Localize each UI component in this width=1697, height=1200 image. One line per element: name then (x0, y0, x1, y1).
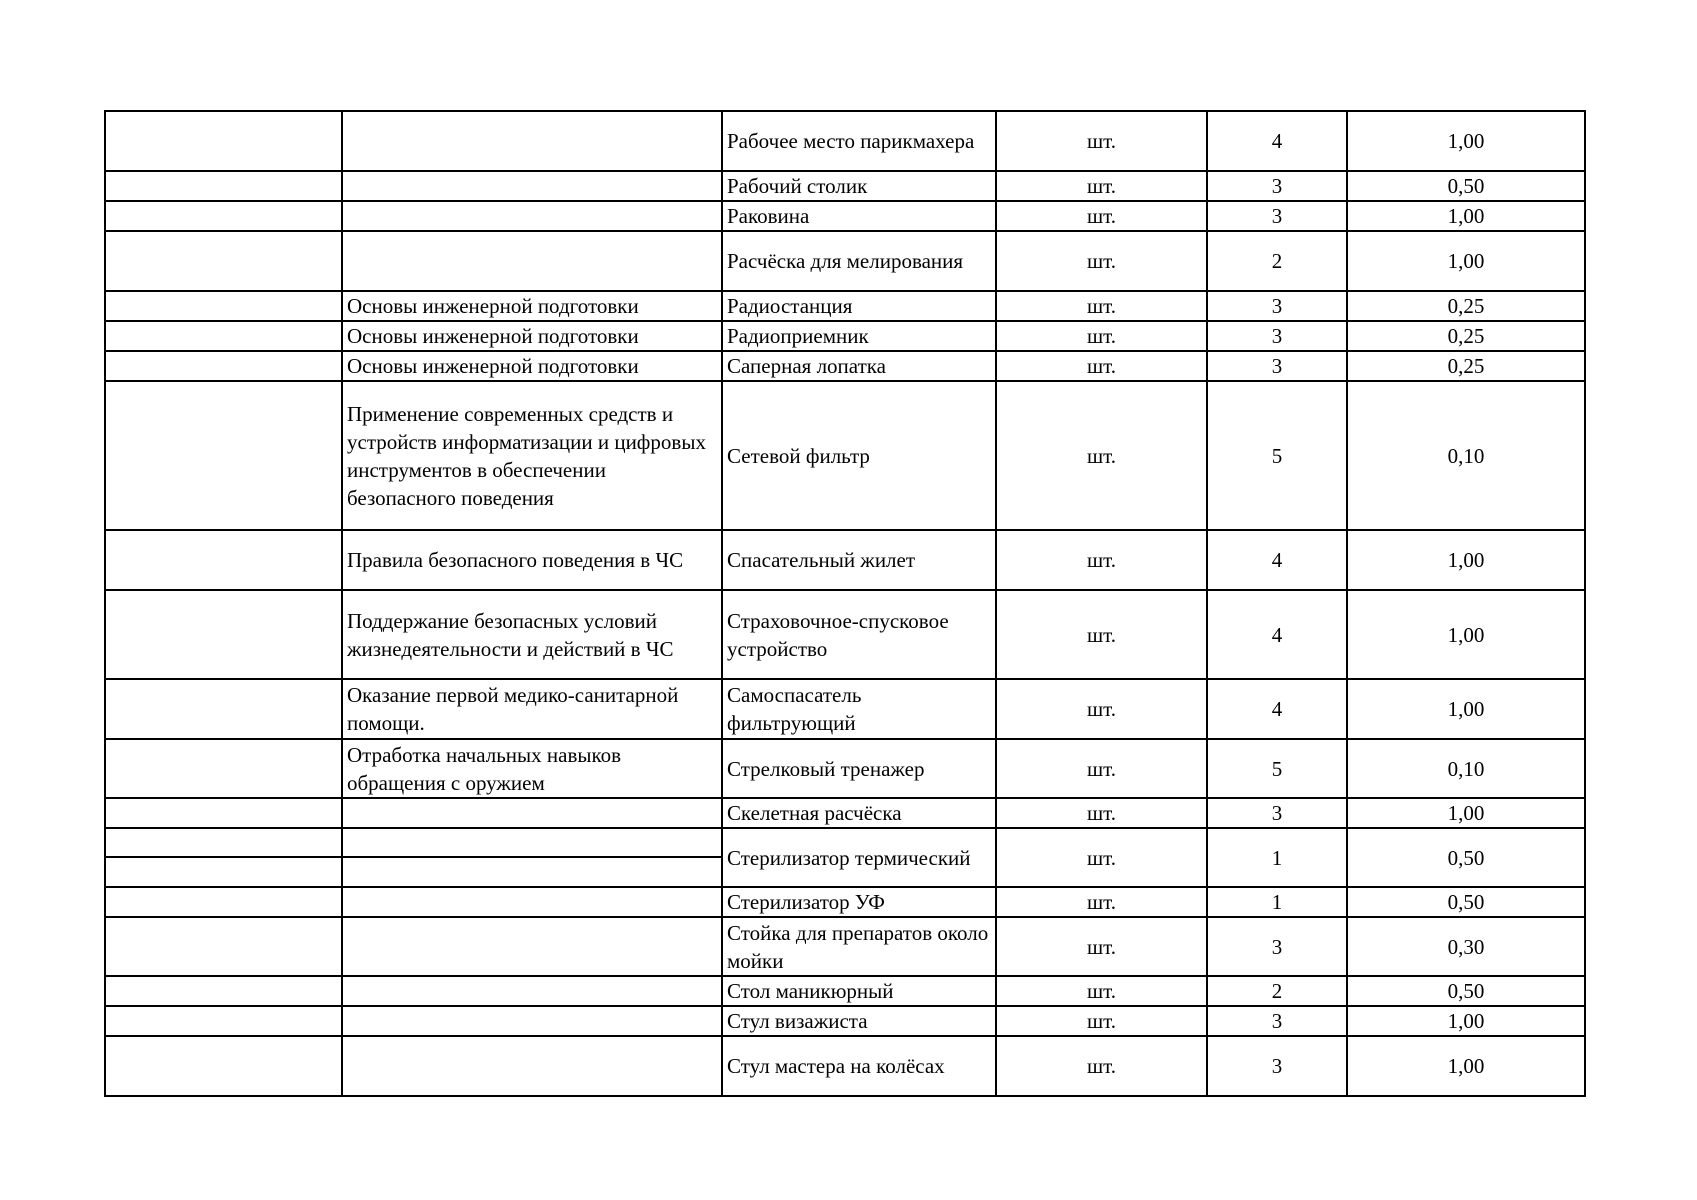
cell-blank (105, 171, 342, 201)
cell-unit: шт. (996, 111, 1207, 171)
cell-topic (342, 798, 722, 828)
cell-rate: 0,50 (1347, 171, 1585, 201)
cell-unit: шт. (996, 530, 1207, 590)
table-row (105, 171, 1585, 201)
table-row (105, 111, 1585, 171)
cell-topic (342, 828, 722, 857)
table-row (105, 828, 1585, 857)
cell-blank (342, 857, 722, 887)
cell-rate: 0,25 (1347, 351, 1585, 381)
table-row (105, 887, 1585, 917)
cell-unit: шт. (996, 917, 1207, 976)
cell-topic: Основы инженерной подготовки (342, 351, 722, 381)
cell-item: Стерилизатор термический (722, 828, 996, 887)
cell-rate: 0,50 (1347, 976, 1585, 1006)
cell-topic (342, 1006, 722, 1036)
cell-rate: 1,00 (1347, 590, 1585, 679)
table-row (105, 798, 1585, 828)
cell-blank (105, 590, 342, 679)
cell-rate: 0,50 (1347, 887, 1585, 917)
cell-rate: 1,00 (1347, 530, 1585, 590)
cell-unit: шт. (996, 590, 1207, 679)
table-row (105, 351, 1585, 381)
cell-item: Скелетная расчёска (722, 798, 996, 828)
cell-item: Стул мастера на колёсах (722, 1036, 996, 1096)
cell-unit: шт. (996, 1006, 1207, 1036)
equipment-table (104, 110, 1586, 1097)
cell-quantity: 4 (1207, 530, 1347, 590)
cell-item: Стул визажиста (722, 1006, 996, 1036)
table-row (105, 1006, 1585, 1036)
cell-topic: Основы инженерной подготовки (342, 321, 722, 351)
cell-quantity: 3 (1207, 201, 1347, 231)
table-row (105, 679, 1585, 739)
cell-unit: шт. (996, 798, 1207, 828)
cell-unit: шт. (996, 351, 1207, 381)
table-row (105, 201, 1585, 231)
cell-topic: Отработка начальных навыков обращения с оружием (342, 739, 722, 798)
table-row (105, 530, 1585, 590)
cell-topic (342, 171, 722, 201)
cell-rate: 1,00 (1347, 1006, 1585, 1036)
cell-item: Спасательный жилет (722, 530, 996, 590)
cell-quantity: 5 (1207, 739, 1347, 798)
cell-unit: шт. (996, 679, 1207, 739)
cell-item: Сетевой фильтр (722, 381, 996, 530)
cell-topic: Оказание первой медико-санитарной помощи. (342, 679, 722, 739)
cell-quantity: 5 (1207, 381, 1347, 530)
cell-rate: 0,25 (1347, 291, 1585, 321)
cell-quantity: 3 (1207, 1036, 1347, 1096)
cell-unit: шт. (996, 321, 1207, 351)
cell-rate: 0,50 (1347, 828, 1585, 887)
cell-topic (342, 917, 722, 976)
cell-item: Стерилизатор УФ (722, 887, 996, 917)
table-row (105, 1036, 1585, 1096)
cell-item: Рабочий столик (722, 171, 996, 201)
cell-quantity: 3 (1207, 321, 1347, 351)
table-row (105, 739, 1585, 798)
cell-quantity: 4 (1207, 590, 1347, 679)
table-row (105, 291, 1585, 321)
table-row (105, 976, 1585, 1006)
cell-blank (105, 530, 342, 590)
cell-rate: 1,00 (1347, 1036, 1585, 1096)
cell-blank (105, 798, 342, 828)
cell-rate: 1,00 (1347, 201, 1585, 231)
cell-unit: шт. (996, 381, 1207, 530)
table-row (105, 321, 1585, 351)
cell-item: Расчёска для мелирования (722, 231, 996, 291)
cell-item: Саперная лопатка (722, 351, 996, 381)
cell-rate: 0,30 (1347, 917, 1585, 976)
cell-rate: 1,00 (1347, 798, 1585, 828)
cell-unit: шт. (996, 201, 1207, 231)
table-row (105, 590, 1585, 679)
cell-rate: 0,25 (1347, 321, 1585, 351)
cell-topic: Применение современных средств и устройств информатизации и цифровых инструментов в обеспечении безопасного поведения (342, 381, 722, 530)
cell-rate: 1,00 (1347, 231, 1585, 291)
cell-quantity: 4 (1207, 111, 1347, 171)
table-row (105, 381, 1585, 530)
cell-quantity: 3 (1207, 917, 1347, 976)
cell-item: Самоспасатель фильтрующий (722, 679, 996, 739)
cell-quantity: 4 (1207, 679, 1347, 739)
cell-quantity: 1 (1207, 828, 1347, 887)
cell-blank (105, 887, 342, 917)
cell-blank (105, 917, 342, 976)
cell-blank (105, 739, 342, 798)
cell-blank (105, 351, 342, 381)
cell-unit: шт. (996, 291, 1207, 321)
cell-blank (105, 201, 342, 231)
cell-item: Раковина (722, 201, 996, 231)
cell-unit: шт. (996, 828, 1207, 887)
cell-rate: 0,10 (1347, 381, 1585, 530)
cell-blank (105, 111, 342, 171)
cell-item: Стрелковый тренажер (722, 739, 996, 798)
table-row (105, 231, 1585, 291)
cell-topic (342, 111, 722, 171)
cell-blank (105, 1006, 342, 1036)
cell-quantity: 3 (1207, 351, 1347, 381)
cell-unit: шт. (996, 231, 1207, 291)
cell-topic: Поддержание безопасных условий жизнедеятельности и действий в ЧС (342, 590, 722, 679)
cell-item: Стол маникюрный (722, 976, 996, 1006)
cell-rate: 1,00 (1347, 679, 1585, 739)
cell-rate: 1,00 (1347, 111, 1585, 171)
cell-item: Страховочное-спусковое устройство (722, 590, 996, 679)
cell-topic (342, 976, 722, 1006)
cell-topic: Основы инженерной подготовки (342, 291, 722, 321)
cell-item: Рабочее место парикмахера (722, 111, 996, 171)
cell-blank (105, 231, 342, 291)
cell-quantity: 3 (1207, 1006, 1347, 1036)
cell-topic: Правила безопасного поведения в ЧС (342, 530, 722, 590)
cell-blank (105, 976, 342, 1006)
cell-unit: шт. (996, 1036, 1207, 1096)
cell-topic (342, 1036, 722, 1096)
cell-topic (342, 231, 722, 291)
cell-topic (342, 887, 722, 917)
cell-blank (105, 291, 342, 321)
cell-blank (105, 828, 342, 857)
cell-item: Радиостанция (722, 291, 996, 321)
cell-quantity: 1 (1207, 887, 1347, 917)
cell-item: Стойка для препаратов около мойки (722, 917, 996, 976)
cell-rate: 0,10 (1347, 739, 1585, 798)
cell-quantity: 2 (1207, 976, 1347, 1006)
cell-blank (105, 321, 342, 351)
cell-quantity: 3 (1207, 798, 1347, 828)
cell-blank (105, 1036, 342, 1096)
cell-item: Радиоприемник (722, 321, 996, 351)
cell-unit: шт. (996, 739, 1207, 798)
cell-blank (105, 381, 342, 530)
cell-topic (342, 201, 722, 231)
cell-quantity: 3 (1207, 171, 1347, 201)
cell-unit: шт. (996, 171, 1207, 201)
cell-blank (105, 857, 342, 887)
cell-quantity: 2 (1207, 231, 1347, 291)
table-row (105, 917, 1585, 976)
cell-unit: шт. (996, 887, 1207, 917)
cell-blank (105, 679, 342, 739)
cell-quantity: 3 (1207, 291, 1347, 321)
cell-unit: шт. (996, 976, 1207, 1006)
